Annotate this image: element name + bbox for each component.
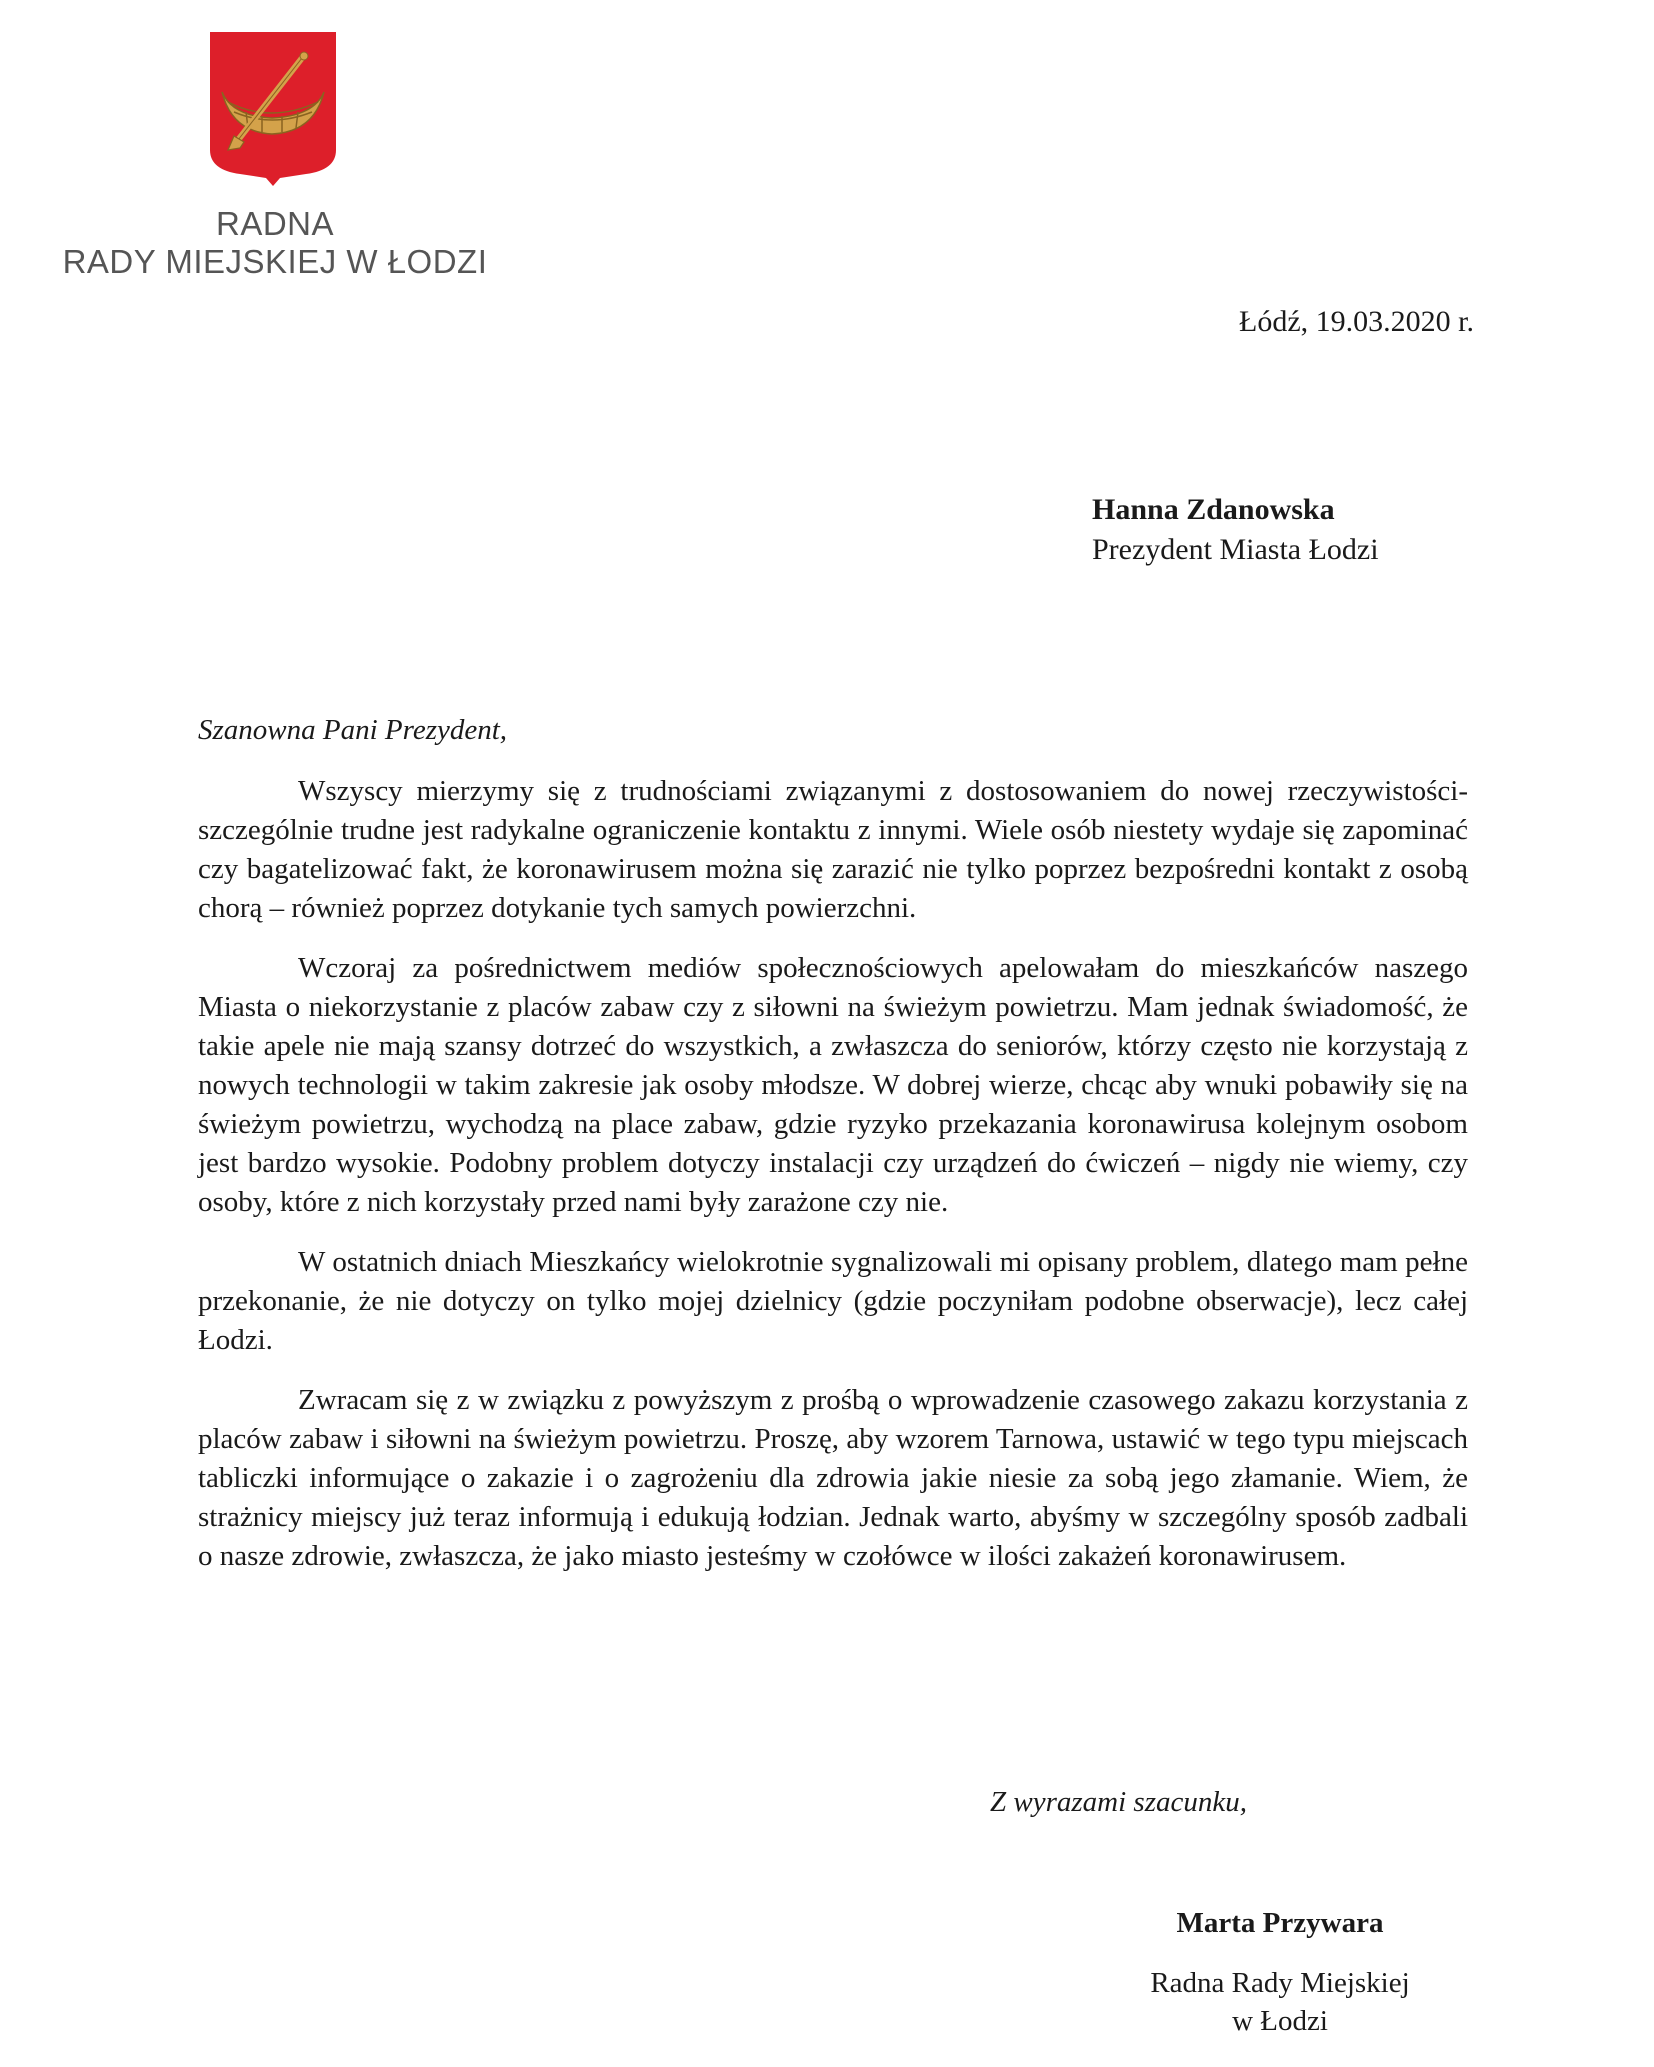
body-paragraph-1: Wszyscy mierzymy się z trudnościami związanymi z dostosowaniem do nowej rzeczywistości- szczególnie trudne jest radykalne ograniczenie kontaktu z innymi. Wiele osób niestety wydaje się zapominać czy bagatelizować fakt, że koronawirusem można się zarazić nie tylko poprzez bezpośredni kontakt z osobą chorą – również poprzez dotykanie tych samych powierzchni. — [198, 775, 1468, 924]
signatory-title-line-2: w Łodzi — [1232, 2005, 1328, 2037]
organization-name — [60, 205, 490, 281]
signature-block — [1100, 1904, 1460, 2040]
recipient-block — [1092, 490, 1379, 570]
letter-date: Łódź, 19.03.2020 r. — [1239, 305, 1474, 338]
org-line-2: RADY MIEJSKIEJ W ŁODZI — [62, 243, 488, 280]
signatory-name: Marta Przywara — [1176, 1907, 1384, 1939]
salutation: Szanowna Pani Prezydent, — [198, 714, 508, 746]
recipient-title: Prezydent Miasta Łodzi — [1092, 533, 1379, 566]
body-paragraph-4: Zwracam się z w związku z powyższym z prośbą o wprowadzenie czasowego zakazu korzystania z placów zabaw i siłowni na świeżym powietrzu. Proszę, aby wzorem Tarnowa, ustawić w tego typu miejscach tabliczki informujące o zakazie i o zagrożeniu dla zdrowia jakie niesie za sobą jego złamanie. Wiem, że strażnicy miejscy już teraz informują i edukują łodzian. Jednak warto, abyśmy w szczególny sposób zadbali o nasze zdrowie, zwłaszcza, że jako miasto jesteśmy w czołówce w ilości zakażeń koronawirusem. — [198, 1384, 1468, 1572]
recipient-name: Hanna Zdanowska — [1092, 493, 1335, 526]
body-paragraph-3: W ostatnich dniach Mieszkańcy wielokrotnie sygnalizowali mi opisany problem, dlatego mam pełne przekonanie, że nie dotyczy on tylko mojej dzielnicy (gdzie poczyniłam podobne obserwacje), lecz całej Łodzi. — [198, 1246, 1468, 1356]
org-line-1: RADNA — [215, 205, 335, 242]
signatory-title-line-1: Radna Rady Miejskiej — [1150, 1967, 1410, 1999]
letter-body — [198, 772, 1468, 1597]
body-paragraph-2: Wczoraj za pośrednictwem mediów społecznościowych apelowałam do mieszkańców naszego Miasta o niekorzystanie z placów zabaw czy z siłowni na świeżym powietrzu. Mam jednak świadomość, że takie apele nie mają szansy dotrzeć do wszystkich, a zwłaszcza do seniorów, którzy często nie korzystają z nowych technologii w takim zakresie jak osoby młodsze. W dobrej wierze, chcąc aby wnuki pobawiły się na świeżym powietrzu, wychodzą na place zabaw, gdzie ryzyko przekazania koronawirusa kolejnym osobom jest bardzo wysokie. Podobny problem dotyczy instalacji czy urządzeń do ćwiczeń – nigdy nie wiemy, czy osoby, które z nich korzystały przed nami były zarażone czy nie. — [198, 952, 1468, 1218]
closing-phrase: Z wyrazami szacunku, — [990, 1786, 1247, 1818]
lodz-coat-of-arms-icon — [210, 32, 336, 186]
